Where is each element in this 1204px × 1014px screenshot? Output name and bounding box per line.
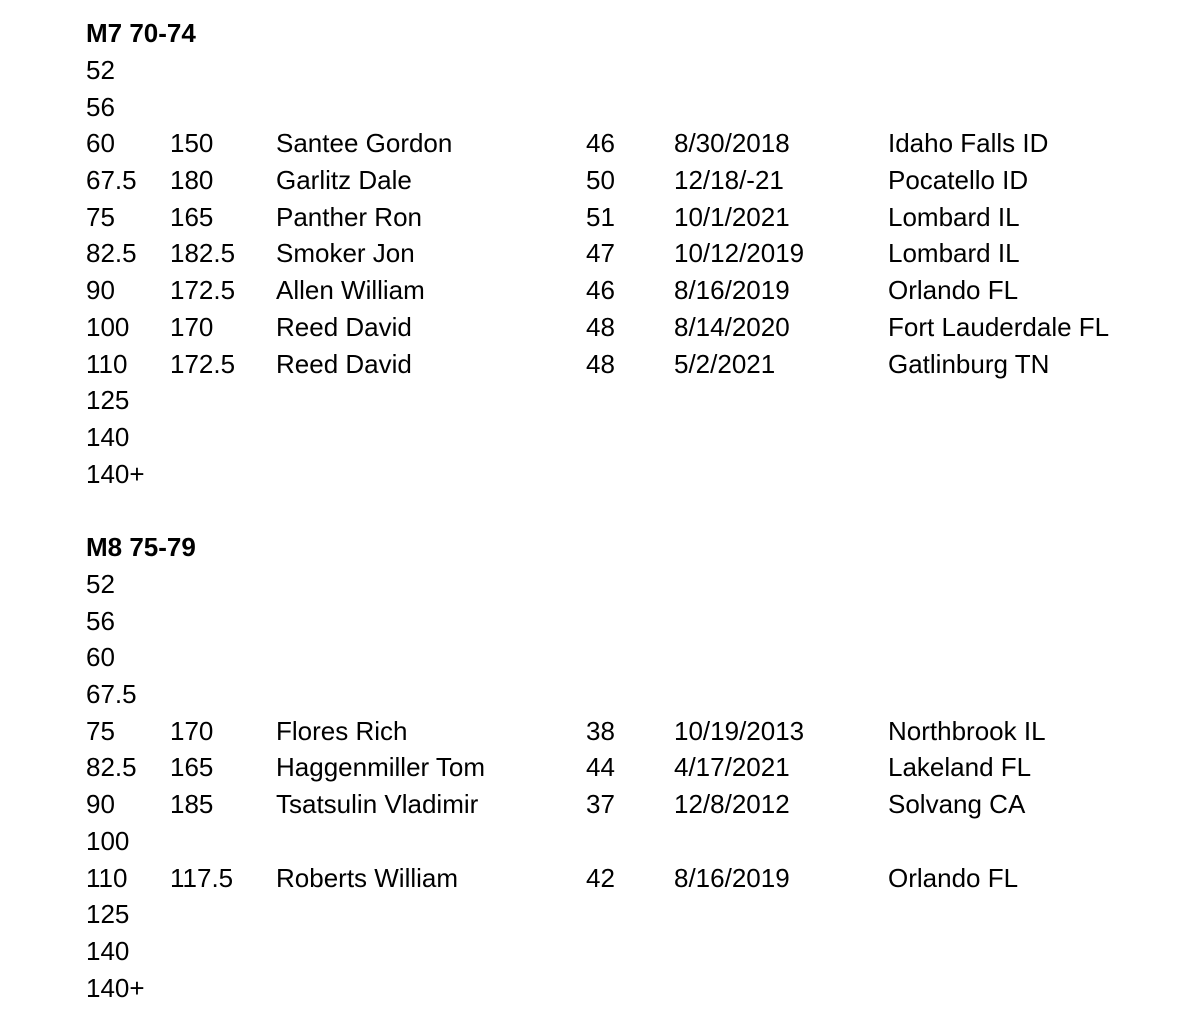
age-cell: 48 <box>586 348 615 379</box>
lifter-name-cell: Flores Rich <box>276 715 408 746</box>
record-row <box>86 52 196 89</box>
record-row <box>86 933 196 970</box>
weight-class-cell: 67.5 <box>86 165 137 196</box>
result-cell: 185 <box>170 789 214 820</box>
age-cell: 50 <box>586 165 615 196</box>
weight-class-cell: 140 <box>86 421 130 452</box>
weight-class-cell: 67.5 <box>86 679 137 710</box>
record-row <box>86 309 1110 346</box>
lifter-name-cell: Panther Ron <box>276 201 422 232</box>
date-cell: 10/1/2021 <box>674 201 790 232</box>
location-cell: Gatlinburg TN <box>888 348 1050 379</box>
result-cell: 150 <box>170 128 214 159</box>
age-cell: 37 <box>586 789 615 820</box>
lifter-name-cell: Smoker Jon <box>276 238 415 269</box>
record-row <box>86 456 196 493</box>
weight-class-cell: 75 <box>86 201 115 232</box>
date-cell: 5/2/2021 <box>674 348 776 379</box>
record-row <box>86 713 1046 750</box>
lifter-name-cell: Allen William <box>276 275 425 306</box>
record-row <box>86 749 1032 786</box>
age-cell: 42 <box>586 862 615 893</box>
result-cell: 182.5 <box>170 238 236 269</box>
location-cell: Orlando FL <box>888 862 1019 893</box>
weight-class-cell: 90 <box>86 789 115 820</box>
weight-class-cell: 100 <box>86 311 130 342</box>
record-row <box>86 346 1050 383</box>
location-cell: Lombard IL <box>888 238 1020 269</box>
weight-class-cell: 100 <box>86 825 130 856</box>
record-row <box>86 860 1019 897</box>
record-row <box>86 89 196 126</box>
age-cell: 38 <box>586 715 615 746</box>
records-section-m7 <box>86 15 1110 492</box>
weight-class-cell: 60 <box>86 128 115 159</box>
record-row <box>86 676 196 713</box>
age-cell: 47 <box>586 238 615 269</box>
record-row <box>86 419 196 456</box>
record-row <box>86 125 1049 162</box>
weight-class-cell: 125 <box>86 899 130 930</box>
lifter-name-cell: Santee Gordon <box>276 128 453 159</box>
location-cell: Solvang CA <box>888 789 1026 820</box>
date-cell: 8/16/2019 <box>674 275 790 306</box>
location-cell: Northbrook IL <box>888 715 1046 746</box>
result-cell: 172.5 <box>170 348 236 379</box>
weight-class-cell: 56 <box>86 91 115 122</box>
lifter-name-cell: Reed David <box>276 311 412 342</box>
age-cell: 51 <box>586 201 615 232</box>
location-cell: Lakeland FL <box>888 752 1032 783</box>
lifter-name-cell: Haggenmiller Tom <box>276 752 486 783</box>
date-cell: 10/19/2013 <box>674 715 805 746</box>
record-row <box>86 786 1026 823</box>
date-cell: 8/30/2018 <box>674 128 790 159</box>
result-cell: 165 <box>170 752 214 783</box>
date-cell: 4/17/2021 <box>674 752 790 783</box>
date-cell: 12/8/2012 <box>674 789 790 820</box>
weight-class-cell: 90 <box>86 275 115 306</box>
date-cell: 8/14/2020 <box>674 311 790 342</box>
age-cell: 46 <box>586 275 615 306</box>
records-list <box>86 566 1046 1006</box>
record-row <box>86 639 196 676</box>
weight-class-cell: 82.5 <box>86 752 137 783</box>
weight-class-cell: 110 <box>86 348 128 379</box>
location-cell: Idaho Falls ID <box>888 128 1049 159</box>
weight-class-cell: 60 <box>86 642 115 673</box>
records-section-m8 <box>86 529 1046 1006</box>
weight-class-cell: 52 <box>86 569 115 599</box>
weight-class-cell: 125 <box>86 385 130 416</box>
result-cell: 172.5 <box>170 275 236 306</box>
date-cell: 10/12/2019 <box>674 238 805 269</box>
weight-class-cell: 140+ <box>86 972 145 1003</box>
lifter-name-cell: Reed David <box>276 348 412 379</box>
result-cell: 170 <box>170 311 214 342</box>
record-row <box>86 162 1029 199</box>
result-cell: 117.5 <box>170 862 234 893</box>
location-cell: Fort Lauderdale FL <box>888 311 1110 342</box>
location-cell: Orlando FL <box>888 275 1019 306</box>
lifter-name-cell: Roberts William <box>276 862 459 893</box>
record-row <box>86 272 1019 309</box>
record-row <box>86 199 1020 236</box>
weight-class-cell: 140+ <box>86 458 145 489</box>
result-cell: 170 <box>170 715 214 746</box>
record-row <box>86 970 196 1007</box>
weight-class-cell: 56 <box>86 605 115 636</box>
records-list <box>86 52 1110 492</box>
weight-class-cell: 110 <box>86 862 128 893</box>
date-cell: 8/16/2019 <box>674 862 790 893</box>
record-row <box>86 603 196 640</box>
result-cell: 180 <box>170 165 214 196</box>
record-row <box>86 896 196 933</box>
weight-class-cell: 82.5 <box>86 238 137 269</box>
lifter-name-cell: Garlitz Dale <box>276 165 412 196</box>
section-title: M7 70-74 <box>86 18 196 48</box>
record-row <box>86 235 1020 272</box>
weight-class-cell: 140 <box>86 935 130 966</box>
section-title: M8 75-79 <box>86 532 196 562</box>
age-cell: 44 <box>586 752 615 783</box>
record-row <box>86 566 196 603</box>
record-row <box>86 823 196 860</box>
age-cell: 48 <box>586 311 615 342</box>
result-cell: 165 <box>170 201 214 232</box>
weight-class-cell: 52 <box>86 55 115 85</box>
location-cell: Lombard IL <box>888 201 1020 232</box>
age-cell: 46 <box>586 128 615 159</box>
location-cell: Pocatello ID <box>888 165 1029 196</box>
date-cell: 12/18/-21 <box>674 165 784 196</box>
weight-class-cell: 75 <box>86 715 115 746</box>
record-row <box>86 382 196 419</box>
lifter-name-cell: Tsatsulin Vladimir <box>276 789 479 820</box>
